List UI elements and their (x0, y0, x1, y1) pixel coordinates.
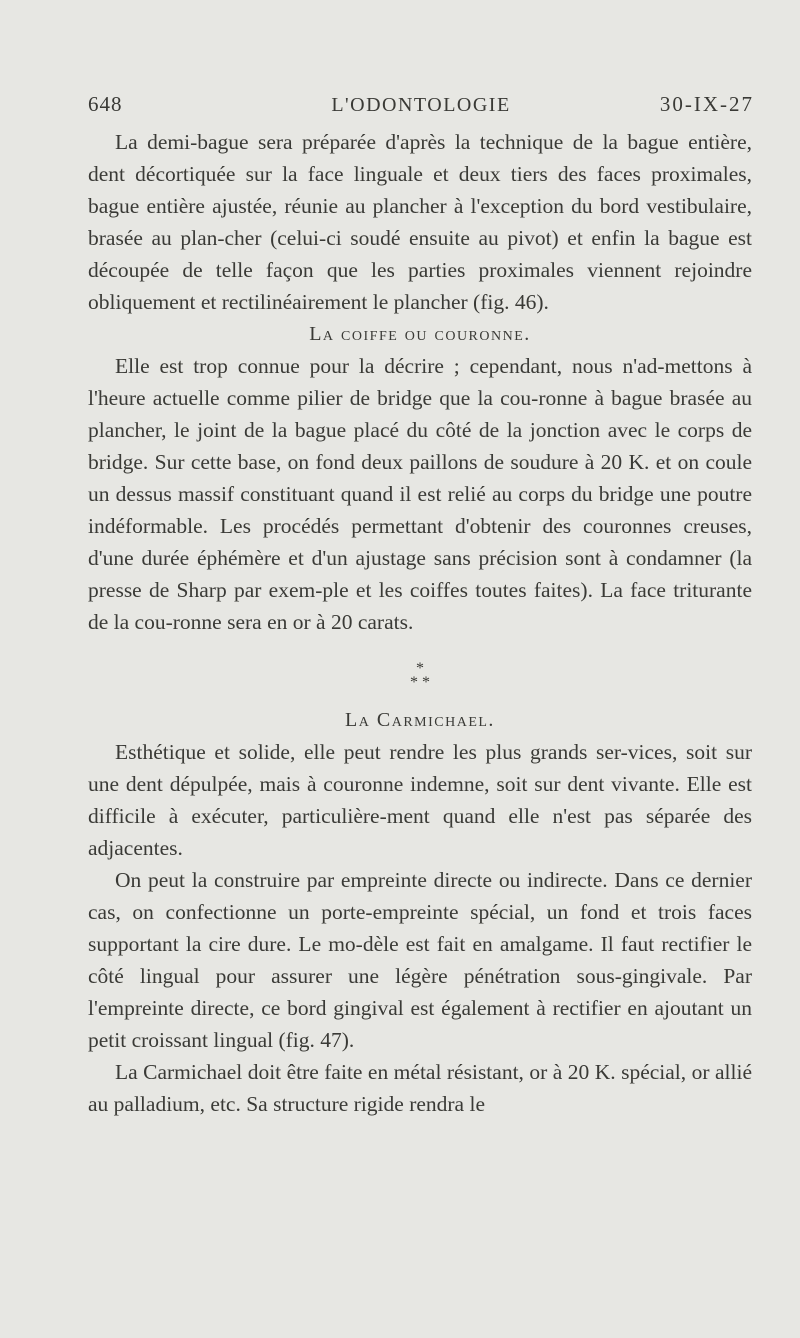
asterism-separator (88, 662, 752, 690)
section-heading-coiffe: La coiffe ou couronne. (309, 323, 531, 345)
paragraph-coiffe: Elle est trop connue pour la décrire ; cependant, nous n'ad-mettons à l'heure actuelle comme pilier de bridge que la cou-ronne à bague brasée au plancher, le joint de la bague placé du côté de la jonction avec le corps de bridge. Sur cette base, on fond deux paillons de soudure à 20 K. et on coule un dessus massif constituant quand il est relié au corps du bridge une poutre indéformable. Les procédés permettant d'obtenir des couronnes creuses, d'une durée éphémère et d'un ajustage sans précision sont à condamner (la presse de Sharp par exem-ple et les coiffes toutes faites). La face triturante de la cou-ronne sera en or à 20 carats. (88, 354, 752, 634)
journal-title: L'ODONTOLOGIE (331, 94, 511, 116)
page-number: 648 (88, 92, 123, 116)
paragraph-carmichael-intro: Esthétique et solide, elle peut rendre les plus grands ser-vices, soit sur une dent dépulpée, mais à couronne indemne, soit sur dent vivante. Elle est difficile à exécuter, particulière-ment quand elle n'est pas séparée des adjacentes. (88, 740, 752, 860)
paragraph-carmichael-metal: La Carmichael doit être faite en métal résistant, or à 20 K. spécial, or allié au palladium, etc. Sa structure rigide rendra le (88, 1060, 752, 1116)
page-body (88, 126, 752, 1120)
running-header (88, 92, 754, 122)
section-heading-carmichael: La Carmichael. (345, 709, 495, 731)
asterism-bottom: * * (410, 674, 430, 691)
paragraph-demi-bague: La demi-bague sera préparée d'après la technique de la bague entière, dent décortiquée sur la face linguale et deux tiers des faces proximales, bague entière ajustée, réunie au plancher à l'exception du bord vestibulaire, brasée au plan-cher (celui-ci soudé ensuite au pivot) et enfin la bague est découpée de telle façon que les parties proximales viennent rejoindre obliquement et rectilinéairement le plancher (fig. 46). (88, 130, 752, 314)
paragraph-carmichael-construction: On peut la construire par empreinte directe ou indirecte. Dans ce dernier cas, on confectionne un porte-empreinte spécial, un fond et trois faces supportant la cire dure. Le mo-dèle est fait en amalgame. Il faut rectifier le côté lingual pour assurer une légère pénétration sous-gingivale. Par l'empreinte directe, ce bord gingival est également à rectifier en ajoutant un petit croissant lingual (fig. 47). (88, 868, 752, 1052)
asterism-top: * (416, 660, 424, 677)
issue-date: 30-IX-27 (659, 92, 754, 116)
